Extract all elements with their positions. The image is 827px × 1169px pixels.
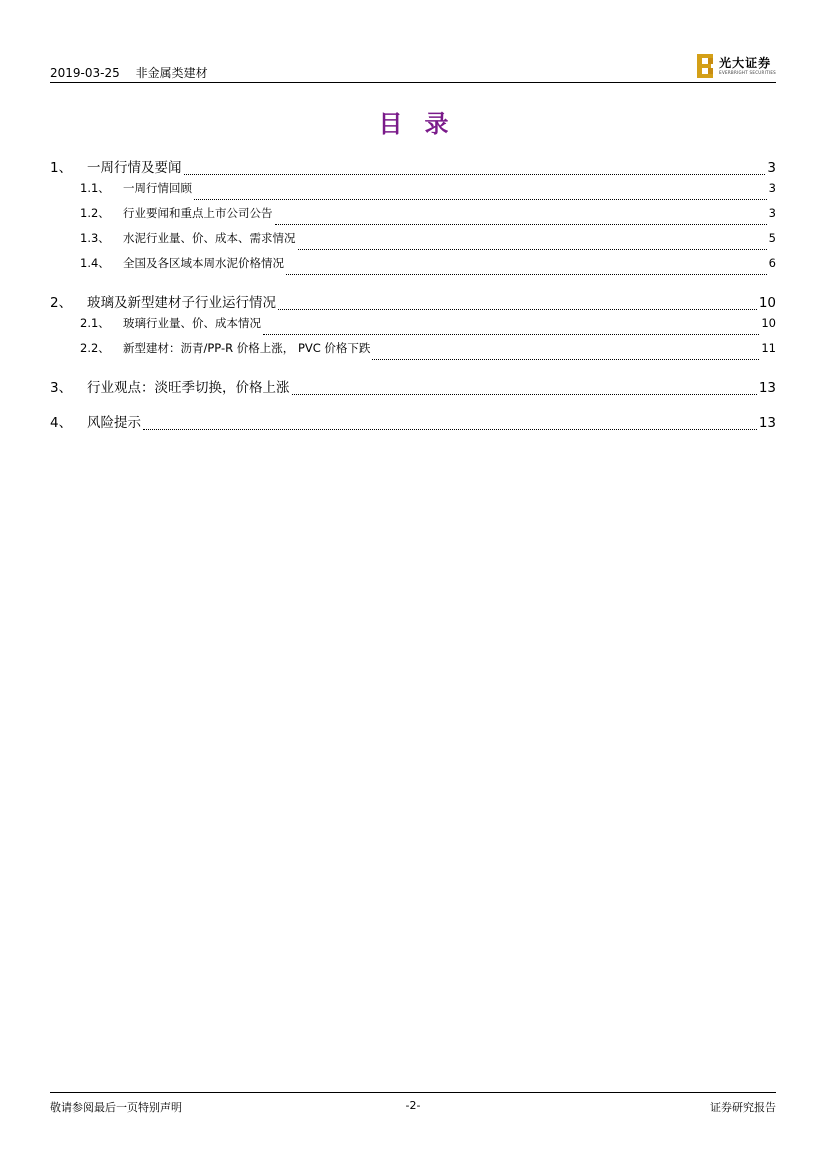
- page-footer: [50, 1092, 776, 1117]
- toc-leader: [278, 308, 757, 310]
- toc-entry-number: 1.2、: [80, 206, 110, 220]
- toc-entry-title: 全国及各区域本周水泥价格情况: [123, 256, 284, 270]
- toc-leader: [263, 333, 759, 335]
- toc-leader: [298, 248, 767, 250]
- toc-entry-title: 新型建材：沥青/PP-R 价格上涨， PVC 价格下跌: [123, 341, 371, 355]
- toc-entry[interactable]: [50, 411, 776, 435]
- toc-entry-page: 13: [758, 380, 776, 396]
- toc-entry-title: 行业要闻和重点上市公司公告: [123, 206, 273, 220]
- toc-entry-page: 13: [758, 415, 776, 431]
- toc-entry-number: 2、: [50, 295, 73, 311]
- toc-entry-title: 一周行情及要闻: [87, 160, 182, 176]
- toc-entry-number: 4、: [50, 415, 73, 431]
- toc-entry-number: 1.3、: [80, 231, 110, 245]
- toc-entry-page: 3: [767, 160, 776, 176]
- footer-disclaimer: 敬请参阅最后一页特别声明: [50, 1101, 182, 1114]
- toc-entry-title: 水泥行业量、价、成本、需求情况: [123, 231, 296, 245]
- toc-leader: [143, 428, 757, 430]
- report-date: 2019-03-25: [50, 66, 120, 80]
- toc-leader: [292, 393, 757, 395]
- table-of-contents: [50, 156, 776, 435]
- toc-entry-number: 1.1、: [80, 181, 110, 195]
- toc-leader: [286, 273, 767, 275]
- toc-entry-page: 10: [758, 295, 776, 311]
- toc-entry[interactable]: [50, 230, 776, 255]
- toc-leader: [275, 223, 767, 225]
- toc-entry-title: 风险提示: [87, 415, 141, 431]
- toc-leader: [372, 358, 759, 360]
- toc-entry-title: 玻璃及新型建材子行业运行情况: [87, 295, 276, 311]
- toc-entry-title: 一周行情回顾: [123, 181, 192, 195]
- toc-entry-page: 11: [761, 341, 776, 355]
- sector-name: 非金属类建材: [135, 66, 208, 80]
- logo-en-text: EVERBRIGHT SECURITIES: [719, 70, 776, 75]
- logo-cn-text: 光大证券: [719, 56, 772, 70]
- header-info: [50, 64, 220, 81]
- toc-entry[interactable]: [50, 156, 776, 180]
- toc-entry-page: 10: [761, 316, 776, 330]
- toc-entry-number: 2.1、: [80, 316, 110, 330]
- toc-entry[interactable]: [50, 205, 776, 230]
- toc-leader: [184, 173, 766, 175]
- toc-entry-number: 1、: [50, 160, 73, 176]
- toc-entry[interactable]: [50, 376, 776, 400]
- toc-entry-title: 行业观点：淡旺季切换，价格上涨: [87, 380, 290, 396]
- toc-entry[interactable]: [50, 340, 776, 365]
- toc-entry-number: 2.2、: [80, 341, 110, 355]
- toc-entry-page: 5: [768, 231, 776, 245]
- footer-report-type: 证券研究报告: [710, 1101, 776, 1114]
- toc-leader: [194, 198, 767, 200]
- footer-page-number: -2-: [405, 1099, 421, 1112]
- toc-entry[interactable]: [50, 315, 776, 340]
- toc-entry-page: 3: [768, 206, 776, 220]
- toc-entry[interactable]: [50, 291, 776, 315]
- everbright-logo-icon: [697, 54, 715, 78]
- toc-entry-title: 玻璃行业量、价、成本情况: [123, 316, 261, 330]
- toc-entry-page: 3: [768, 181, 776, 195]
- toc-entry[interactable]: [50, 255, 776, 280]
- toc-title: 目录: [378, 109, 471, 138]
- toc-entry-number: 1.4、: [80, 256, 110, 270]
- toc-entry[interactable]: [50, 180, 776, 205]
- toc-entry-page: 6: [768, 256, 776, 270]
- company-logo: [697, 52, 776, 80]
- page-header: [50, 56, 776, 83]
- toc-entry-number: 3、: [50, 380, 73, 396]
